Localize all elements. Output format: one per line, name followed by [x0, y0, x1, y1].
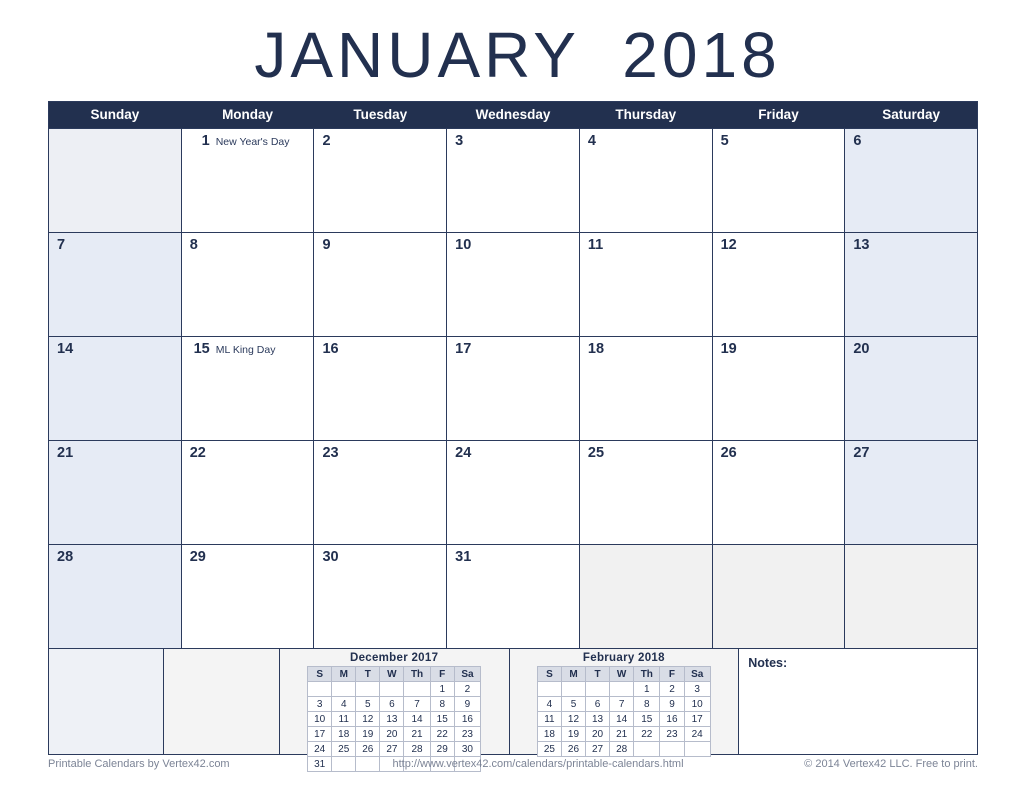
mini-day-cell: 21	[404, 727, 430, 742]
page-footer	[48, 758, 978, 770]
day-number: 6	[853, 133, 862, 149]
mini-day-cell: 24	[308, 742, 332, 757]
mini-header-cell: W	[610, 667, 634, 682]
day-number: 9	[322, 237, 331, 253]
mini-day-cell: 5	[356, 697, 380, 712]
calendar-day-cell[interactable]	[713, 337, 846, 440]
mini-day-cell: 25	[537, 742, 561, 757]
calendar-day-cell[interactable]	[182, 233, 315, 336]
mini-day-cell: 23	[660, 727, 684, 742]
day-number: 4	[587, 133, 596, 149]
mini-calendar-week-row	[537, 697, 710, 712]
calendar-day-cell[interactable]	[845, 337, 977, 440]
day-number: 10	[455, 237, 472, 253]
bottom-blank-cell	[164, 649, 279, 754]
calendar-day-cell[interactable]	[580, 337, 713, 440]
mini-day-cell: 11	[332, 712, 356, 727]
day-number: 20	[853, 341, 870, 357]
mini-day-cell: 15	[634, 712, 660, 727]
mini-day-cell: 6	[586, 697, 610, 712]
day-number: 3	[455, 133, 464, 149]
mini-day-cell: 2	[454, 682, 480, 697]
mini-day-cell: 1	[634, 682, 660, 697]
mini-calendar-week-row	[308, 727, 481, 742]
mini-header-cell: S	[308, 667, 332, 682]
calendar-day-cell[interactable]	[314, 233, 447, 336]
calendar-week-row	[49, 440, 977, 544]
calendar-day-cell[interactable]	[580, 441, 713, 544]
mini-day-cell	[380, 682, 404, 697]
mini-day-cell: 12	[356, 712, 380, 727]
mini-calendar-week-row	[537, 712, 710, 727]
mini-day-cell: 10	[308, 712, 332, 727]
weekday-header-tuesday: Tuesday	[314, 102, 447, 128]
calendar-day-cell[interactable]	[49, 545, 182, 648]
calendar-day-cell[interactable]	[580, 129, 713, 232]
calendar-day-cell[interactable]	[845, 129, 977, 232]
mini-day-cell	[634, 742, 660, 757]
mini-day-cell	[610, 682, 634, 697]
day-number: 7	[57, 237, 66, 253]
mini-calendar-title: December 2017	[349, 652, 439, 664]
day-number: 26	[720, 445, 737, 461]
day-number: 11	[587, 237, 604, 253]
calendar-day-cell[interactable]	[713, 129, 846, 232]
weekday-header-friday: Friday	[713, 102, 846, 128]
mini-day-cell: 7	[610, 697, 634, 712]
footer-credit: Printable Calendars by Vertex42.com	[48, 758, 230, 770]
mini-day-cell: 29	[430, 742, 454, 757]
day-number: 13	[853, 237, 870, 253]
day-number: 24	[455, 445, 472, 461]
mini-day-cell: 22	[634, 727, 660, 742]
mini-day-cell: 8	[634, 697, 660, 712]
mini-day-cell: 4	[537, 697, 561, 712]
mini-day-cell: 4	[332, 697, 356, 712]
mini-calendar-header-row	[308, 667, 481, 682]
mini-calendar-header-row	[537, 667, 710, 682]
weekday-header-thursday: Thursday	[580, 102, 713, 128]
calendar-day-cell[interactable]	[314, 337, 447, 440]
mini-day-cell: 21	[610, 727, 634, 742]
day-number: 31	[455, 549, 472, 565]
mini-day-cell: 7	[404, 697, 430, 712]
notes-area[interactable]	[739, 649, 977, 754]
day-number: 22	[189, 445, 206, 461]
mini-calendar-week-row	[308, 742, 481, 757]
mini-day-cell: 14	[404, 712, 430, 727]
calendar-day-cell[interactable]	[845, 545, 977, 648]
page-title-bar	[0, 18, 1035, 92]
mini-header-cell: Th	[404, 667, 430, 682]
mini-header-cell: Sa	[454, 667, 480, 682]
day-number: 2	[322, 133, 331, 149]
footer-url[interactable]: http://www.vertex42.com/calendars/printable-calendars.html	[392, 758, 684, 770]
day-number: 25	[587, 445, 605, 461]
calendar-day-cell[interactable]	[845, 441, 977, 544]
notes-label: Notes:	[748, 656, 788, 670]
mini-header-cell: T	[356, 667, 380, 682]
day-number: 23	[322, 445, 339, 461]
mini-header-cell: M	[561, 667, 585, 682]
mini-day-cell: 20	[586, 727, 610, 742]
mini-day-cell: 1	[430, 682, 454, 697]
calendar-day-cell[interactable]	[713, 233, 846, 336]
mini-day-cell: 18	[537, 727, 561, 742]
mini-day-cell: 15	[430, 712, 454, 727]
mini-day-cell: 25	[332, 742, 356, 757]
calendar-week-row	[49, 128, 977, 232]
mini-day-cell: 27	[380, 742, 404, 757]
calendar-day-cell[interactable]	[713, 441, 846, 544]
mini-calendar-table	[307, 666, 481, 772]
mini-day-cell: 13	[586, 712, 610, 727]
mini-header-cell: W	[380, 667, 404, 682]
calendar-day-cell[interactable]	[580, 545, 713, 648]
mini-day-cell: 17	[308, 727, 332, 742]
calendar-day-cell[interactable]	[447, 545, 580, 648]
calendar-day-cell[interactable]	[447, 233, 580, 336]
mini-header-cell: F	[430, 667, 454, 682]
mini-day-cell: 6	[380, 697, 404, 712]
calendar-day-cell[interactable]	[49, 441, 182, 544]
mini-day-cell: 16	[660, 712, 684, 727]
calendar-day-cell[interactable]	[314, 129, 447, 232]
mini-header-cell: Sa	[684, 667, 710, 682]
day-number: 29	[189, 549, 206, 565]
calendar-day-cell[interactable]	[49, 129, 182, 232]
mini-day-cell: 14	[610, 712, 634, 727]
mini-day-cell: 22	[430, 727, 454, 742]
calendar-day-cell[interactable]	[49, 233, 182, 336]
weekday-header-saturday: Saturday	[882, 107, 941, 122]
mini-day-cell	[684, 742, 710, 757]
day-number: 21	[57, 445, 74, 461]
mini-day-cell: 16	[454, 712, 480, 727]
mini-day-cell: 13	[380, 712, 404, 727]
calendar-day-cell[interactable]	[447, 129, 580, 232]
mini-calendar-title: February 2018	[582, 652, 665, 664]
mini-header-cell: T	[586, 667, 610, 682]
calendar-day-cell[interactable]	[845, 233, 977, 336]
mini-day-cell: 23	[454, 727, 480, 742]
mini-calendar-week-row	[308, 697, 481, 712]
day-number: 5	[720, 133, 729, 149]
mini-header-cell: M	[332, 667, 356, 682]
weekday-header-sunday: Sunday	[49, 102, 182, 128]
mini-day-cell: 18	[332, 727, 356, 742]
mini-day-cell: 24	[684, 727, 710, 742]
day-number: 27	[853, 445, 870, 461]
mini-day-cell: 10	[684, 697, 710, 712]
mini-day-cell: 19	[356, 727, 380, 742]
mini-day-cell: 12	[561, 712, 585, 727]
mini-day-cell	[404, 682, 430, 697]
mini-day-cell	[356, 682, 380, 697]
mini-day-cell: 31	[308, 757, 332, 772]
mini-calendar-week-row	[308, 712, 481, 727]
mini-header-cell: S	[537, 667, 561, 682]
mini-day-cell: 20	[380, 727, 404, 742]
mini-day-cell: 5	[561, 697, 585, 712]
mini-day-cell: 3	[308, 697, 332, 712]
calendar-day-cell[interactable]	[182, 129, 315, 232]
mini-calendar-week-row	[537, 742, 710, 757]
day-number: 16	[322, 341, 339, 357]
day-number: 28	[57, 549, 74, 565]
mini-day-cell: 17	[684, 712, 710, 727]
day-event: New Year's Day	[215, 136, 290, 148]
calendar-week-row	[49, 336, 977, 440]
mini-day-cell: 19	[561, 727, 585, 742]
mini-calendar-next-month	[510, 649, 740, 754]
mini-day-cell: 9	[454, 697, 480, 712]
calendar-day-cell[interactable]	[447, 441, 580, 544]
mini-header-cell: Th	[634, 667, 660, 682]
day-number: 17	[455, 341, 472, 357]
mini-day-cell: 3	[684, 682, 710, 697]
weekday-header-row	[49, 102, 977, 128]
mini-day-cell	[586, 682, 610, 697]
mini-day-cell: 28	[404, 742, 430, 757]
weekday-header-monday: Monday	[182, 102, 315, 128]
day-number: 15	[193, 341, 210, 357]
mini-day-cell: 28	[610, 742, 634, 757]
mini-calendar-week-row	[537, 727, 710, 742]
calendar-day-cell[interactable]	[182, 337, 315, 440]
calendar-day-cell[interactable]	[314, 545, 447, 648]
mini-day-cell: 26	[356, 742, 380, 757]
calendar-week-row	[49, 544, 977, 648]
mini-day-cell: 11	[537, 712, 561, 727]
mini-day-cell	[308, 682, 332, 697]
day-number: 8	[189, 237, 198, 253]
page-title: JANUARY 2018	[254, 19, 781, 91]
calendar-day-cell[interactable]	[713, 545, 846, 648]
mini-day-cell	[660, 742, 684, 757]
mini-day-cell: 2	[660, 682, 684, 697]
bottom-blank-cell	[49, 649, 164, 754]
footer-copyright: © 2014 Vertex42 LLC. Free to print.	[804, 758, 978, 770]
weekday-header-wednesday: Wednesday	[447, 102, 580, 128]
calendar-day-cell[interactable]	[580, 233, 713, 336]
mini-calendar-prev-month	[280, 649, 510, 770]
mini-header-cell: F	[660, 667, 684, 682]
mini-day-cell	[561, 682, 585, 697]
calendar-day-cell[interactable]	[182, 441, 315, 544]
day-event: ML King Day	[215, 344, 276, 356]
calendar-day-cell[interactable]	[447, 337, 580, 440]
calendar-day-cell[interactable]	[182, 545, 315, 648]
calendar-day-cell[interactable]	[314, 441, 447, 544]
mini-calendar-table	[537, 666, 711, 757]
day-number: 12	[720, 237, 737, 253]
mini-day-cell: 9	[660, 697, 684, 712]
mini-calendar-week-row	[308, 682, 481, 697]
mini-day-cell: 30	[454, 742, 480, 757]
mini-day-cell: 26	[561, 742, 585, 757]
day-number: 1	[201, 133, 210, 149]
day-number: 19	[720, 341, 737, 357]
mini-calendar-week-row	[537, 682, 710, 697]
day-number: 14	[57, 341, 74, 357]
calendar-day-cell[interactable]	[49, 337, 182, 440]
mini-day-cell: 8	[430, 697, 454, 712]
day-number: 30	[322, 549, 339, 565]
mini-day-cell	[537, 682, 561, 697]
day-number: 18	[587, 341, 605, 357]
calendar-week-row	[49, 232, 977, 336]
mini-day-cell: 27	[586, 742, 610, 757]
mini-day-cell	[332, 682, 356, 697]
